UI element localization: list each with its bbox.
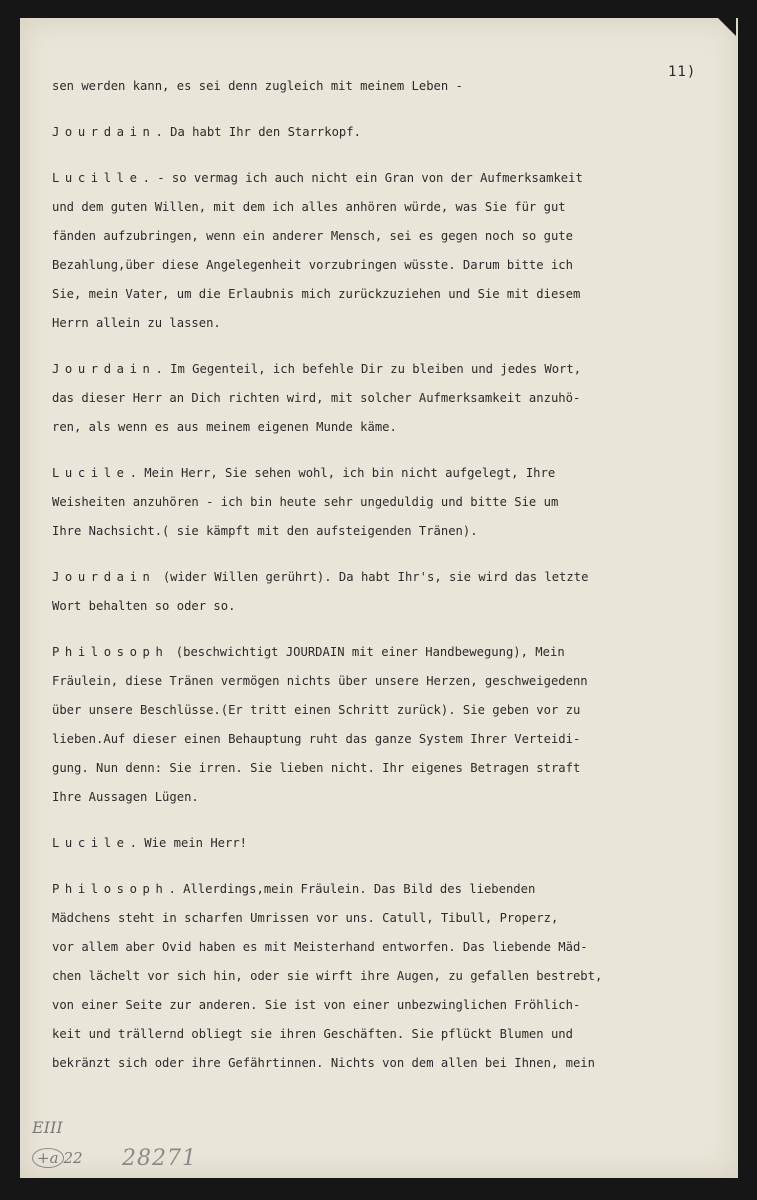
line-text: Mädchens steht in scharfen Umrissen vor uns. Catull, Tibull, Properz, xyxy=(52,911,559,925)
line-text: Herrn allein zu lassen. xyxy=(52,316,221,330)
line-text: . Im Gegenteil, ich befehle Dir zu bleiben und jedes Wort, xyxy=(155,362,582,376)
line-text: lieben.Auf dieser einen Behauptung ruht das ganze System Ihrer Verteidi- xyxy=(52,732,581,746)
text-line xyxy=(52,962,704,991)
line-text: das dieser Herr an Dich richten wird, mit solcher Aufmerksamkeit anzuhö- xyxy=(52,391,581,405)
speaker-name: Philosoph xyxy=(52,882,169,896)
line-text: . Da habt Ihr den Starrkopf. xyxy=(155,125,361,139)
text-line xyxy=(52,280,704,309)
speaker-name: Jourdain xyxy=(52,362,156,376)
text-line xyxy=(52,696,704,725)
text-line xyxy=(52,592,704,621)
text-line xyxy=(52,904,704,933)
paragraph xyxy=(52,72,704,101)
line-text: vor allem aber Ovid haben es mit Meisterhand entworfen. Das liebende Mäd- xyxy=(52,940,588,954)
speaker-name: Jourdain xyxy=(52,570,156,584)
paragraph xyxy=(52,875,704,1078)
speaker-name: Philosoph xyxy=(52,645,169,659)
paragraph xyxy=(52,459,704,546)
text-line xyxy=(52,517,704,546)
line-text: . Wie mein Herr! xyxy=(129,836,248,850)
archive-ref-note xyxy=(32,1148,83,1168)
line-text: Ihre Nachsicht.( sie kämpft mit den aufsteigenden Tränen). xyxy=(52,524,478,538)
text-line xyxy=(52,222,704,251)
line-text: ren, als wenn es aus meinem eigenen Munde käme. xyxy=(52,420,397,434)
paragraph xyxy=(52,355,704,442)
line-text: über unsere Beschlüsse.(Er tritt einen Schritt zurück). Sie geben vor zu xyxy=(52,703,581,717)
speaker-name: Lucille xyxy=(52,171,143,185)
text-line xyxy=(52,638,704,667)
page-corner xyxy=(718,18,736,36)
archive-number-note: 28271 xyxy=(122,1146,197,1171)
line-text: Wort behalten so oder so. xyxy=(52,599,236,613)
line-text: von einer Seite zur anderen. Sie ist von einer unbezwinglichen Fröhlich- xyxy=(52,998,581,1012)
line-text: . Mein Herr, Sie sehen wohl, ich bin nicht aufgelegt, Ihre xyxy=(129,466,556,480)
text-line xyxy=(52,72,704,101)
line-text: fänden aufzubringen, wenn ein anderer Mensch, sei es gegen noch so gute xyxy=(52,229,573,243)
line-text: (beschwichtigt JOURDAIN mit einer Handbewegung), Mein xyxy=(168,645,565,659)
text-line xyxy=(52,251,704,280)
line-text: sen werden kann, es sei denn zugleich mit meinem Leben - xyxy=(52,79,463,93)
text-line xyxy=(52,829,704,858)
line-text: Weisheiten anzuhören - ich bin heute sehr ungeduldig und bitte Sie um xyxy=(52,495,559,509)
archive-ref-circled: +a xyxy=(32,1148,64,1168)
speaker-name: Lucile xyxy=(52,466,130,480)
line-text: Bezahlung,über diese Angelegenheit vorzubringen wüsste. Darum bitte ich xyxy=(52,258,573,272)
line-text: Fräulein, diese Tränen vermögen nichts über unsere Herzen, geschweigedenn xyxy=(52,674,588,688)
text-line xyxy=(52,667,704,696)
text-line xyxy=(52,118,704,147)
text-line xyxy=(52,355,704,384)
text-line xyxy=(52,309,704,338)
document-text xyxy=(52,72,704,1095)
text-line xyxy=(52,1049,704,1078)
line-text: (wider Willen gerührt). Da habt Ihr's, sie wird das letzte xyxy=(155,570,589,584)
page-number: 11) xyxy=(668,64,697,80)
text-line xyxy=(52,754,704,783)
line-text: Sie, mein Vater, um die Erlaubnis mich zurückzuziehen und Sie mit diesem xyxy=(52,287,581,301)
speaker-name: Lucile xyxy=(52,836,130,850)
text-line xyxy=(52,783,704,812)
text-line xyxy=(52,459,704,488)
text-line xyxy=(52,413,704,442)
paragraph xyxy=(52,563,704,621)
text-line xyxy=(52,1020,704,1049)
line-text: . Allerdings,mein Fräulein. Das Bild des liebenden xyxy=(168,882,536,896)
line-text: . - so vermag ich auch nicht ein Gran von der Aufmerksamkeit xyxy=(142,171,583,185)
text-line xyxy=(52,563,704,592)
text-line xyxy=(52,991,704,1020)
archive-series-note: EIII xyxy=(32,1118,63,1137)
archive-ref-suffix: 22 xyxy=(63,1149,83,1167)
line-text: gung. Nun denn: Sie irren. Sie lieben nicht. Ihr eigenes Betragen straft xyxy=(52,761,581,775)
paragraph xyxy=(52,118,704,147)
line-text: Ihre Aussagen Lügen. xyxy=(52,790,199,804)
line-text: chen lächelt vor sich hin, oder sie wirft ihre Augen, zu gefallen bestrebt, xyxy=(52,969,603,983)
text-line xyxy=(52,488,704,517)
text-line xyxy=(52,193,704,222)
text-line xyxy=(52,933,704,962)
paragraph xyxy=(52,829,704,858)
text-line xyxy=(52,164,704,193)
paragraph xyxy=(52,164,704,338)
line-text: und dem guten Willen, mit dem ich alles anhören würde, was Sie für gut xyxy=(52,200,566,214)
line-text: bekränzt sich oder ihre Gefährtinnen. Nichts von dem allen bei Ihnen, mein xyxy=(52,1056,595,1070)
speaker-name: Jourdain xyxy=(52,125,156,139)
text-line xyxy=(52,875,704,904)
text-line xyxy=(52,384,704,413)
text-line xyxy=(52,725,704,754)
line-text: keit und trällernd obliegt sie ihren Geschäften. Sie pflückt Blumen und xyxy=(52,1027,573,1041)
paragraph xyxy=(52,638,704,812)
